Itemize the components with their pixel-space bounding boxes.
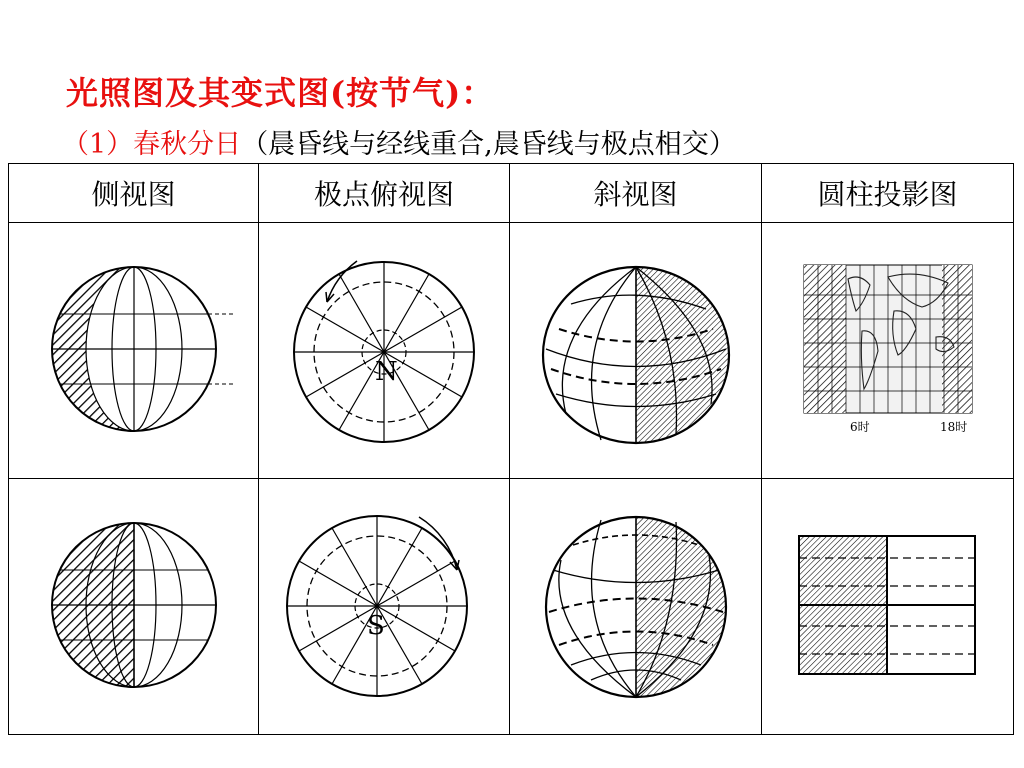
side-view-left-night bbox=[9, 223, 259, 479]
header-polar-view: 极点俯视图 bbox=[259, 164, 510, 223]
south-polar-view bbox=[259, 479, 510, 735]
table-row-south bbox=[9, 479, 1014, 735]
header-cylinder-projection: 圆柱投影图 bbox=[762, 164, 1014, 223]
oblique-view-south-pole bbox=[510, 479, 762, 735]
time-6-label: 6时 bbox=[849, 419, 870, 434]
side-view-left-half-night bbox=[9, 479, 259, 735]
slide-title: 光照图及其变式图(按节气)： bbox=[66, 74, 495, 112]
north-pole-label: N bbox=[375, 356, 398, 387]
table-header-row bbox=[9, 164, 1014, 223]
oblique-view-right-night bbox=[510, 223, 762, 479]
subtitle-case-label: （1）春秋分日 bbox=[62, 129, 242, 160]
table-row-north bbox=[9, 223, 1014, 479]
header-side-view: 侧视图 bbox=[9, 164, 259, 223]
north-polar-view bbox=[259, 223, 510, 479]
cylinder-projection-simple bbox=[762, 479, 1014, 735]
south-pole-label: S bbox=[367, 610, 385, 641]
header-oblique-view: 斜视图 bbox=[510, 164, 762, 223]
illumination-table bbox=[8, 163, 1014, 735]
cylinder-projection-map bbox=[762, 223, 1014, 479]
slide-subtitle bbox=[62, 122, 736, 161]
subtitle-description: （晨昏线与经线重合,晨昏线与极点相交） bbox=[241, 129, 736, 160]
time-18-label: 18时 bbox=[939, 419, 967, 434]
